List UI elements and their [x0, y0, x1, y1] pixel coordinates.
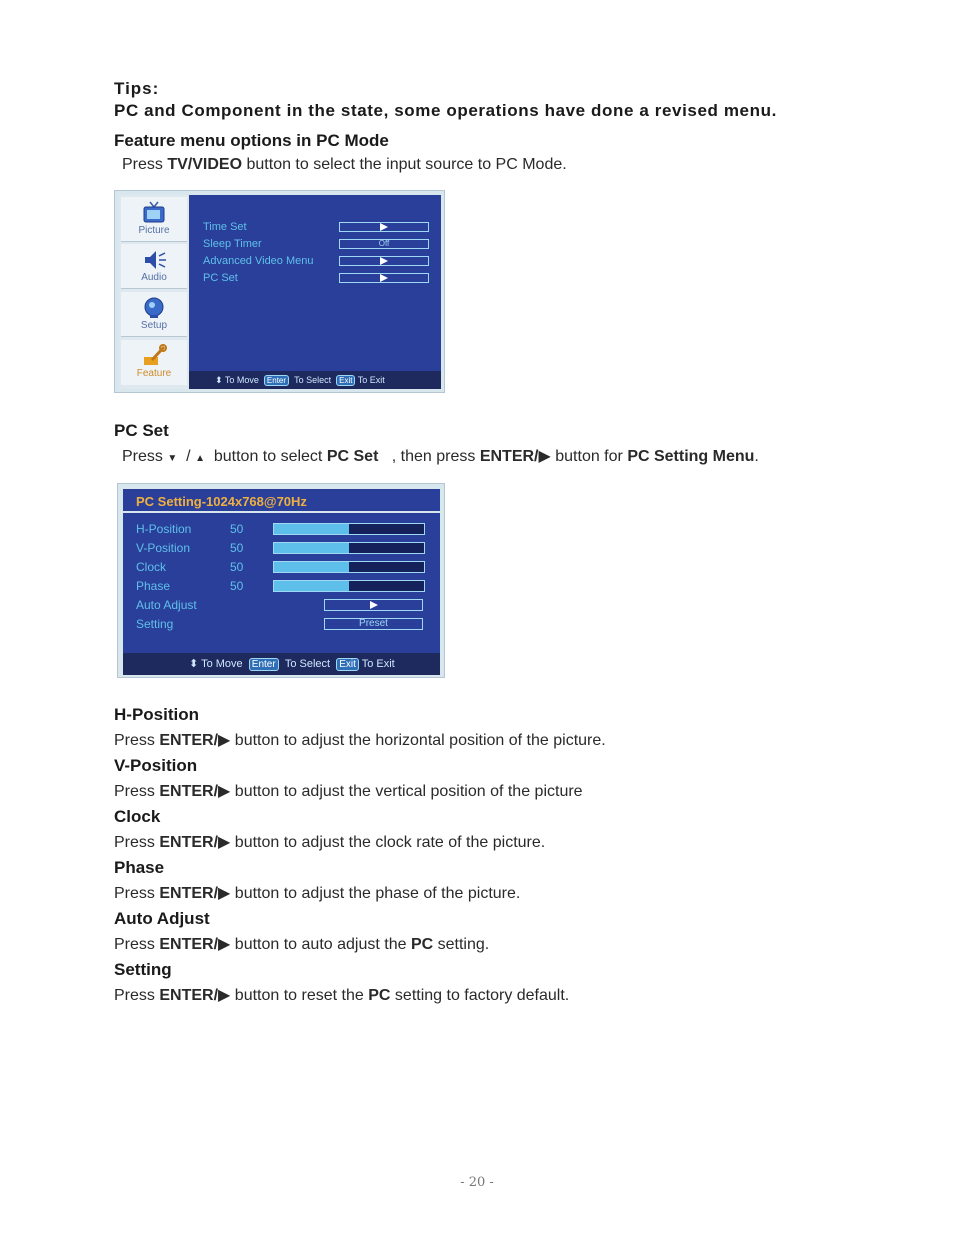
exit-key-icon: Exit	[336, 375, 355, 386]
sidebar-label-setup: Setup	[140, 320, 168, 331]
osd-sidebar	[119, 195, 189, 389]
menu-item-sleep-timer: Sleep Timer Off	[203, 237, 433, 252]
speaker-icon	[141, 248, 167, 272]
right-arrow-icon: ▶	[218, 783, 231, 800]
pc-row-auto-adjust: Auto Adjust	[136, 596, 436, 614]
osd-footer: ⬍ To Move Enter To Select Exit To Exit	[189, 371, 441, 389]
right-arrow-icon: ▶	[218, 885, 231, 902]
desc-h-position: Press ENTER/▶ button to adjust the horizontal position of the picture.	[114, 732, 606, 749]
phase-bar	[273, 580, 425, 592]
menu-value-arrow	[339, 222, 429, 232]
arrow-right-icon	[380, 274, 388, 282]
desc-v-position: Press ENTER/▶ button to adjust the vertical position of the picture	[114, 783, 583, 800]
enter-key-icon: Enter	[264, 375, 289, 386]
pc-row-v-position: V-Position 50	[136, 539, 436, 557]
phase-fill	[274, 581, 349, 591]
v-position-fill	[274, 543, 349, 553]
feature-heading: Feature menu options in PC Mode	[114, 131, 389, 150]
feature-menu-osd	[114, 190, 445, 393]
pc-row-phase: Phase 50	[136, 577, 436, 595]
up-down-arrow-icon: ⬍	[189, 658, 199, 670]
pc-row-h-position: H-Position 50	[136, 520, 436, 538]
menu-item-pc-set: PC Set	[203, 271, 433, 286]
sidebar-item-setup	[121, 292, 187, 337]
pc-row-setting: Setting Preset	[136, 615, 436, 633]
sidebar-label-picture: Picture	[138, 225, 170, 236]
pc-setting-panel	[123, 489, 440, 675]
sidebar-item-feature	[121, 340, 187, 385]
heading-setting: Setting	[114, 960, 172, 979]
pc-row-clock: Clock 50	[136, 558, 436, 576]
auto-adjust-arrow	[324, 599, 423, 611]
tv-icon	[141, 201, 167, 225]
clock-bar	[273, 561, 425, 573]
pc-setting-title-bar	[123, 489, 440, 513]
page-number: - 20 -	[460, 1175, 494, 1190]
sidebar-item-audio	[121, 244, 187, 289]
right-arrow-icon: ▶	[538, 448, 551, 465]
exit-key-icon: Exit	[336, 658, 359, 671]
desc-phase: Press ENTER/▶ button to adjust the phase of the picture.	[114, 885, 521, 902]
tools-icon	[141, 344, 167, 368]
menu-value-sleep-timer: Off	[339, 239, 429, 249]
sidebar-label-feature: Feature	[136, 368, 172, 379]
right-arrow-icon: ▶	[218, 936, 231, 953]
arrow-right-icon	[380, 223, 388, 231]
desc-setting: Press ENTER/▶ button to reset the PC setting to factory default.	[114, 987, 570, 1004]
menu-value-arrow	[339, 256, 429, 266]
tips-text: PC and Component in the state, some operations have done a revised menu.	[114, 101, 777, 120]
pc-setting-osd	[117, 483, 445, 678]
h-position-bar	[273, 523, 425, 535]
tips-label: Tips:	[114, 79, 160, 98]
tv-video-key: TV/VIDEO	[167, 156, 243, 173]
menu-item-time-set: Time Set	[203, 220, 433, 235]
down-arrow-icon: ▼	[167, 453, 178, 464]
menu-item-advanced-video: Advanced Video Menu	[203, 254, 433, 269]
desc-auto-adjust: Press ENTER/▶ button to auto adjust the PC setting.	[114, 936, 490, 953]
sidebar-item-picture	[121, 197, 187, 242]
h-position-fill	[274, 524, 349, 534]
pcset-heading: PC Set	[114, 421, 169, 440]
v-position-bar	[273, 542, 425, 554]
menu-value-arrow	[339, 273, 429, 283]
osd-main-panel	[189, 195, 441, 389]
pc-setting-title: PC Setting-1024x768@70Hz	[136, 494, 307, 509]
heading-clock: Clock	[114, 807, 161, 826]
enter-key-icon: Enter	[249, 658, 279, 671]
sidebar-label-audio: Audio	[141, 272, 167, 283]
right-arrow-icon: ▶	[218, 987, 231, 1004]
up-down-arrow-icon: ⬍	[215, 375, 223, 385]
satellite-dish-icon	[141, 296, 167, 320]
heading-phase: Phase	[114, 858, 165, 877]
clock-fill	[274, 562, 349, 572]
arrow-right-icon	[370, 601, 378, 609]
heading-h-position: H-Position	[114, 705, 199, 724]
arrow-right-icon	[380, 257, 388, 265]
right-arrow-icon: ▶	[218, 732, 231, 749]
pcset-instruction: Press ▼ / ▲ button to select PC Set , then press ENTER/▶ button for PC Setting Menu.	[122, 448, 759, 465]
desc-clock: Press ENTER/▶ button to adjust the clock rate of the picture.	[114, 834, 546, 851]
setting-preset-value: Preset	[324, 618, 423, 630]
pc-osd-footer: ⬍ To Move Enter To Select Exit To Exit	[123, 653, 440, 675]
heading-auto-adjust: Auto Adjust	[114, 909, 210, 928]
up-arrow-icon: ▲	[195, 453, 205, 464]
heading-v-position: V-Position	[114, 756, 198, 775]
feature-instruction: Press TV/VIDEO button to select the input source to PC Mode.	[122, 156, 567, 173]
right-arrow-icon: ▶	[218, 834, 231, 851]
